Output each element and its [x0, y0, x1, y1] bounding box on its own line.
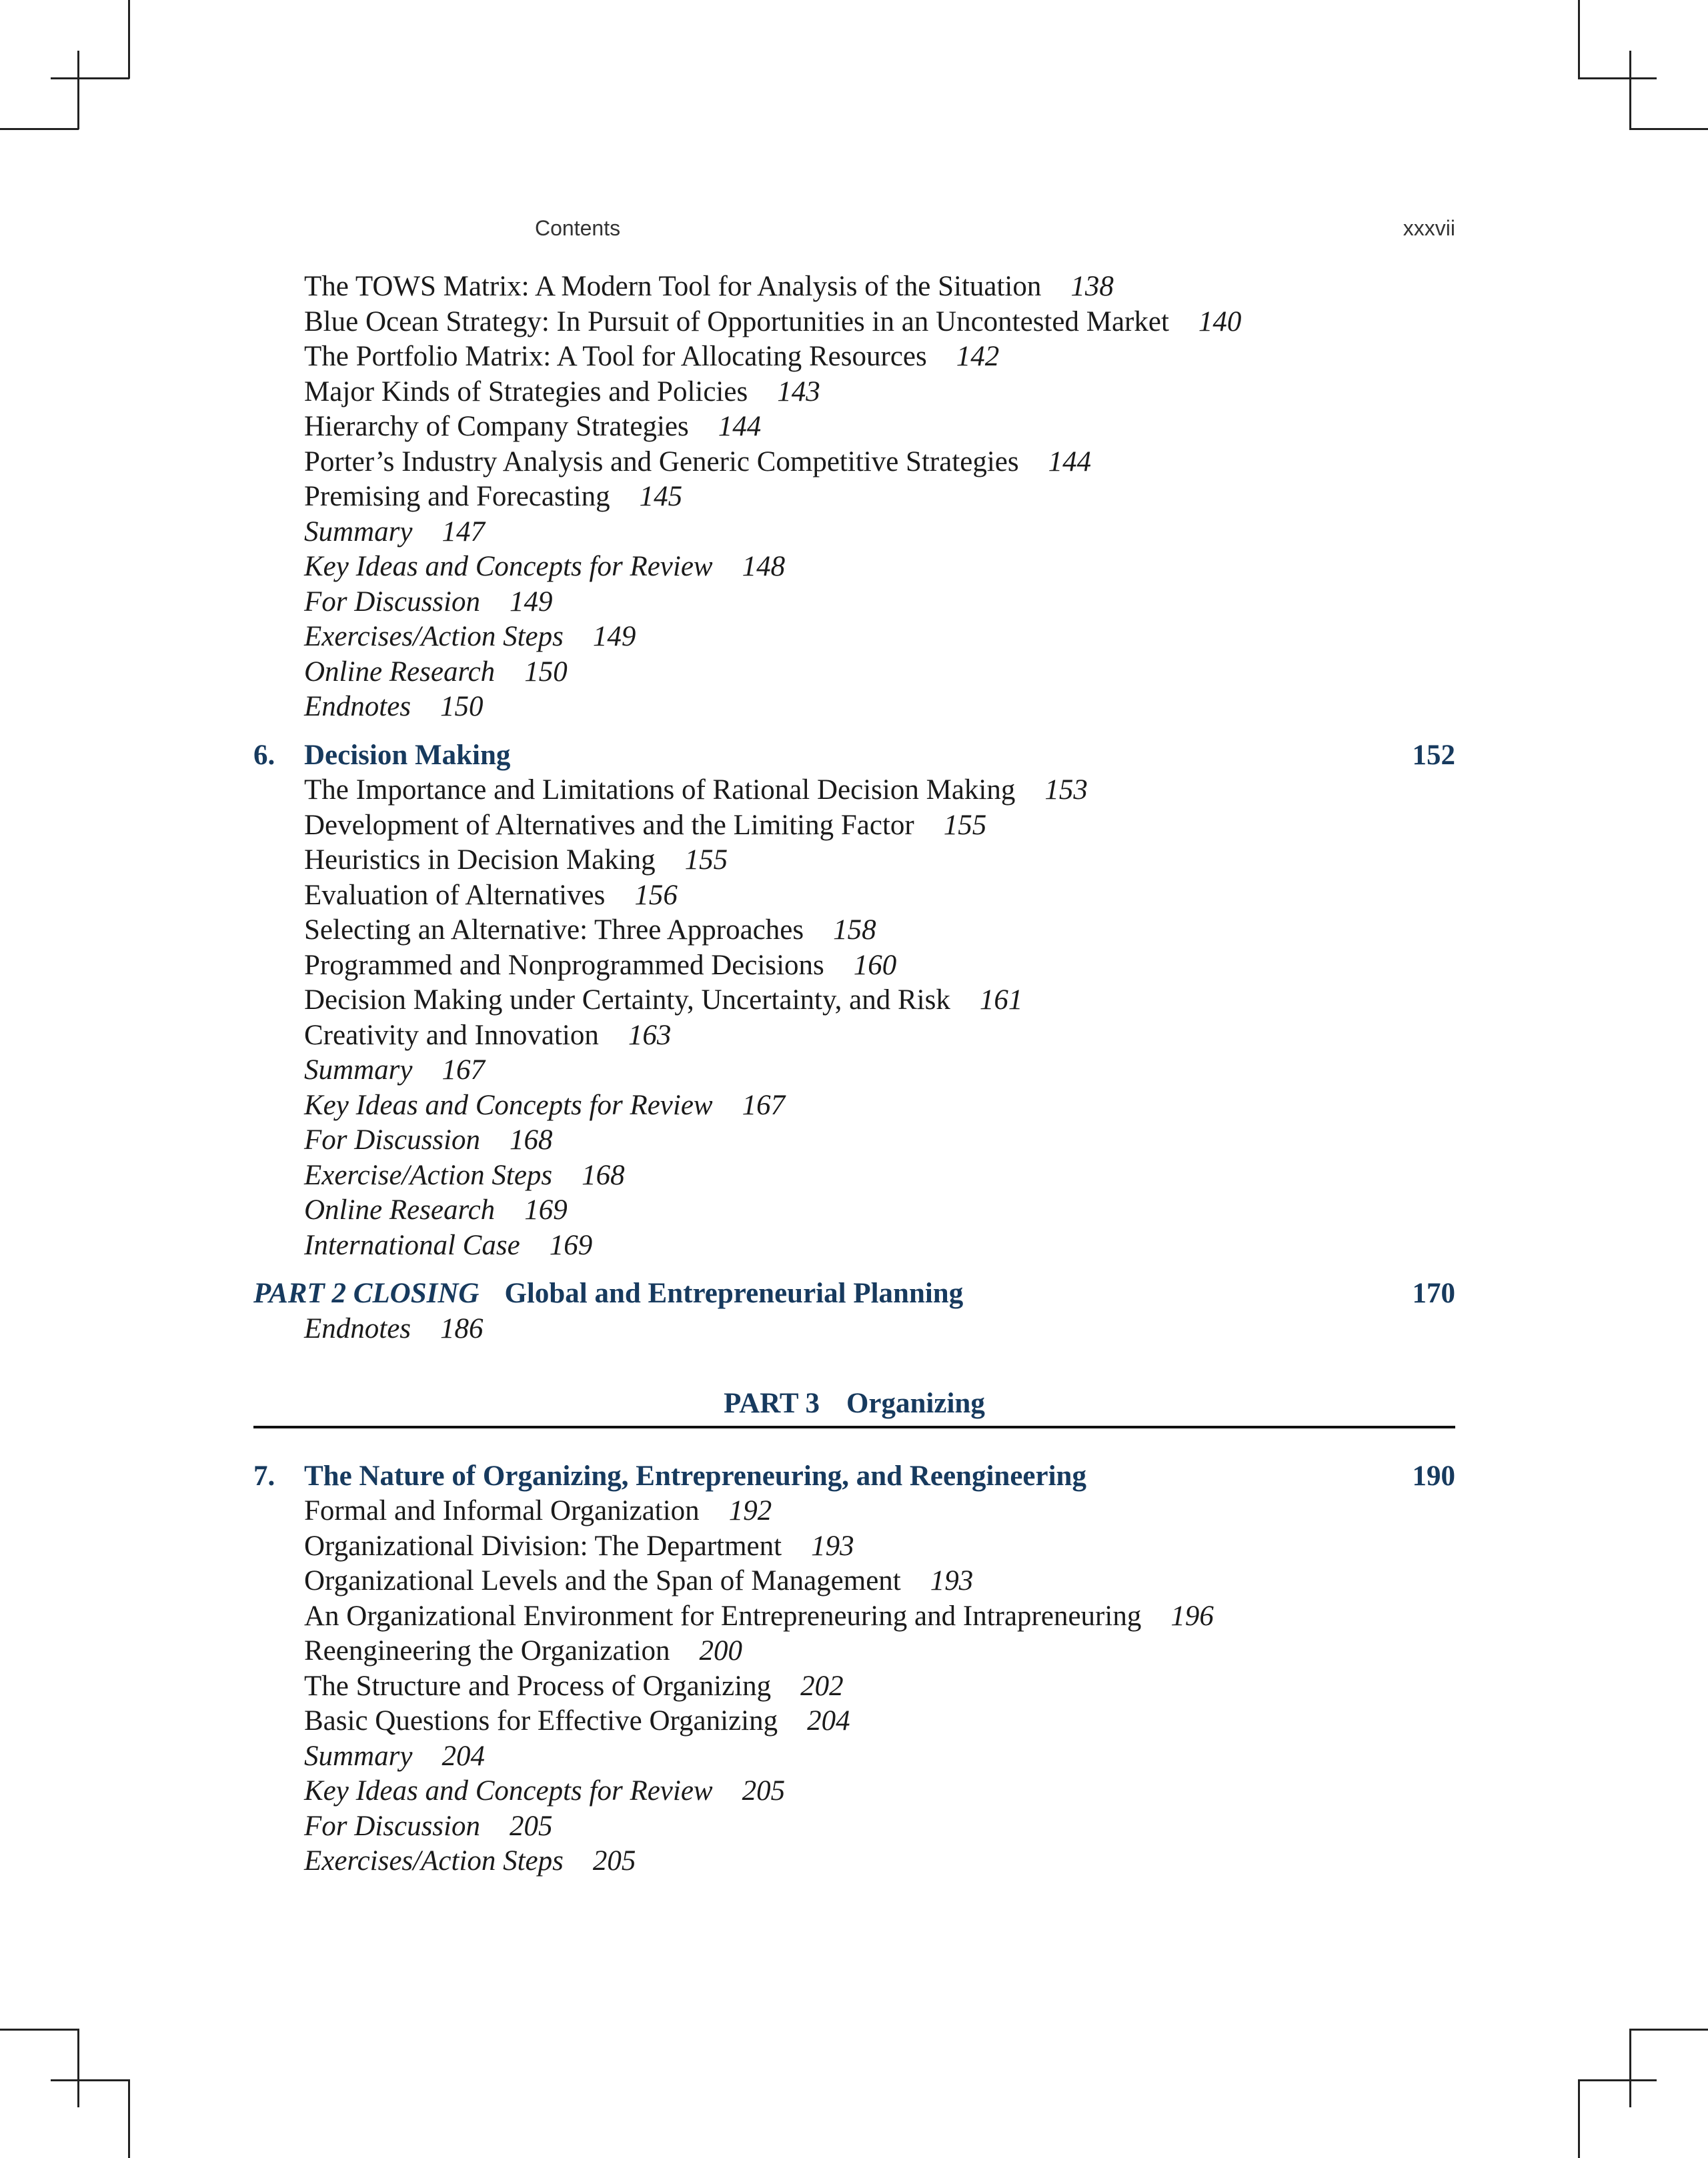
- entry-page: 167: [742, 1089, 786, 1121]
- closing-page: 170: [1412, 1278, 1455, 1309]
- entry-page: 204: [807, 1705, 850, 1737]
- entry-title: Online Research: [304, 1194, 496, 1226]
- entry-page: 149: [509, 586, 553, 618]
- toc-entry[interactable]: [253, 409, 1455, 445]
- entry-page: 153: [1044, 774, 1088, 806]
- entry-page: 142: [956, 341, 1000, 372]
- toc-entry[interactable]: [253, 515, 1455, 550]
- entry-title: Development of Alternatives and the Limiting Factor: [304, 809, 914, 841]
- entry-title: Creativity and Innovation: [304, 1019, 599, 1051]
- toc-entry[interactable]: [253, 843, 1455, 878]
- toc-entry[interactable]: [253, 690, 1455, 725]
- entry-title: An Organizational Environment for Entrepreneuring and Intrapreneuring: [304, 1600, 1142, 1632]
- entry-title: Key Ideas and Concepts for Review: [304, 1089, 713, 1121]
- entry-page: 143: [777, 375, 820, 407]
- entry-page: 138: [1070, 271, 1114, 302]
- entry-page: 148: [742, 551, 786, 582]
- entry-title: International Case: [304, 1229, 520, 1261]
- entry-page: 205: [592, 1845, 636, 1877]
- toc-entry[interactable]: [253, 773, 1455, 808]
- toc-entry[interactable]: [253, 479, 1455, 515]
- toc-entry[interactable]: [253, 620, 1455, 655]
- toc-entry[interactable]: [253, 948, 1455, 984]
- entry-title: Summary: [304, 1740, 413, 1772]
- entry-title: The TOWS Matrix: A Modern Tool for Analysis of the Situation: [304, 271, 1042, 302]
- chapter-page: 152: [1412, 739, 1455, 771]
- toc-entry[interactable]: [253, 1564, 1455, 1599]
- entry-page: 202: [800, 1670, 844, 1702]
- entry-title: Exercises/Action Steps: [304, 621, 564, 652]
- chapter-6-heading[interactable]: [253, 738, 1455, 774]
- toc-entry[interactable]: [253, 1599, 1455, 1635]
- entry-title: Summary: [304, 515, 413, 548]
- toc-entry[interactable]: [253, 1774, 1455, 1809]
- entry-title: Hierarchy of Company Strategies: [304, 411, 689, 442]
- entry-title: For Discussion: [304, 586, 480, 618]
- entry-title: For Discussion: [304, 1810, 480, 1842]
- entry-title: Decision Making under Certainty, Uncertainty, and Risk: [304, 984, 950, 1016]
- toc-entry[interactable]: [253, 1088, 1455, 1124]
- toc-entry[interactable]: [253, 1669, 1455, 1705]
- entry-page: 205: [742, 1775, 786, 1807]
- toc-entry[interactable]: [253, 305, 1455, 340]
- toc-entry[interactable]: [253, 913, 1455, 948]
- toc-entry[interactable]: [253, 1193, 1455, 1228]
- part-2-closing-heading[interactable]: [253, 1276, 1455, 1312]
- entry-page: 193: [811, 1530, 854, 1562]
- toc-entry[interactable]: [253, 1312, 1455, 1347]
- entry-title: Exercises/Action Steps: [304, 1845, 564, 1877]
- entry-title: The Portfolio Matrix: A Tool for Allocating Resources: [304, 341, 927, 372]
- entry-page: 140: [1198, 305, 1242, 337]
- entry-title: Blue Ocean Strategy: In Pursuit of Opportunities in an Uncontested Market: [304, 305, 1169, 337]
- entry-page: 192: [728, 1495, 772, 1526]
- closing-title: Global and Entrepreneurial Planning: [504, 1278, 964, 1309]
- chapter-title: The Nature of Organizing, Entrepreneuring, and Reengineering: [304, 1460, 1086, 1492]
- entry-page: 144: [1048, 445, 1092, 477]
- entry-page: 204: [442, 1740, 485, 1772]
- entry-title: Selecting an Alternative: Three Approaches: [304, 914, 804, 946]
- chapter-page: 190: [1412, 1460, 1455, 1492]
- part-name: Organizing: [846, 1388, 985, 1419]
- entry-page: 186: [440, 1312, 484, 1344]
- part-label: PART 3: [724, 1388, 820, 1419]
- running-head-title: Contents: [535, 216, 621, 240]
- toc-entry[interactable]: [253, 1053, 1455, 1088]
- part-2-closing-entry-list: [253, 1312, 1455, 1347]
- toc-entry[interactable]: [253, 1123, 1455, 1158]
- entry-page: 156: [634, 879, 678, 911]
- toc-entry[interactable]: [253, 1704, 1455, 1739]
- entry-title: Online Research: [304, 656, 496, 688]
- toc-entry[interactable]: [253, 1634, 1455, 1669]
- entry-title: Organizational Division: The Department: [304, 1530, 782, 1562]
- toc-entry[interactable]: [253, 808, 1455, 844]
- entry-page: 168: [509, 1124, 553, 1156]
- entry-page: 169: [524, 1194, 568, 1226]
- entry-title: Porter’s Industry Analysis and Generic Competitive Strategies: [304, 445, 1019, 477]
- toc-entry[interactable]: [253, 1529, 1455, 1564]
- toc-entry[interactable]: [253, 1844, 1455, 1879]
- entry-page: 145: [639, 481, 683, 512]
- toc-entry[interactable]: [253, 269, 1455, 305]
- entry-page: 168: [582, 1159, 625, 1191]
- entry-title: Premising and Forecasting: [304, 481, 610, 512]
- entry-title: Summary: [304, 1054, 413, 1086]
- entry-title: The Structure and Process of Organizing: [304, 1670, 772, 1702]
- toc-entry[interactable]: [253, 878, 1455, 914]
- toc-entry[interactable]: [253, 983, 1455, 1018]
- toc-entry[interactable]: [253, 445, 1455, 480]
- closing-label: PART 2 CLOSING: [253, 1278, 480, 1309]
- chapter-title: Decision Making: [304, 739, 511, 771]
- part-3-heading: [253, 1386, 1455, 1428]
- entry-title: Major Kinds of Strategies and Policies: [304, 375, 748, 407]
- entry-title: Organizational Levels and the Span of Management: [304, 1565, 901, 1596]
- toc-entry[interactable]: [253, 1809, 1455, 1845]
- entry-title: Key Ideas and Concepts for Review: [304, 1775, 713, 1807]
- toc-entry[interactable]: [253, 375, 1455, 410]
- entry-page: 161: [979, 984, 1023, 1016]
- chapter-6-entry-list: [253, 773, 1455, 1263]
- entry-page: 144: [718, 411, 762, 442]
- toc-entry[interactable]: [253, 550, 1455, 585]
- entry-title: Basic Questions for Effective Organizing: [304, 1705, 778, 1737]
- chapter-7-entry-list: [253, 1494, 1455, 1879]
- entry-title: Exercise/Action Steps: [304, 1159, 553, 1191]
- table-of-contents: [253, 269, 1455, 1879]
- entry-page: 200: [699, 1635, 742, 1667]
- entry-page: 150: [524, 656, 568, 688]
- entry-page: 196: [1170, 1600, 1214, 1632]
- entry-page: 167: [442, 1054, 485, 1086]
- entry-title: Heuristics in Decision Making: [304, 844, 656, 876]
- toc-entry[interactable]: [253, 655, 1455, 690]
- entry-page: 150: [440, 691, 484, 722]
- entry-title: For Discussion: [304, 1124, 480, 1156]
- entry-title: Key Ideas and Concepts for Review: [304, 551, 713, 582]
- entry-title: Endnotes: [304, 691, 411, 722]
- entry-page: 169: [549, 1229, 593, 1261]
- page-folio: xxxvii: [1403, 216, 1455, 240]
- entry-page: 160: [853, 949, 897, 981]
- toc-entry[interactable]: [253, 339, 1455, 375]
- entry-title: Endnotes: [304, 1312, 411, 1344]
- chapter-7-heading[interactable]: [253, 1459, 1455, 1494]
- entry-page: 158: [833, 914, 876, 946]
- entry-title: The Importance and Limitations of Rational Decision Making: [304, 774, 1016, 806]
- toc-entry[interactable]: [253, 1018, 1455, 1054]
- entry-page: 149: [592, 621, 636, 652]
- toc-entry[interactable]: [253, 1158, 1455, 1194]
- entry-title: Evaluation of Alternatives: [304, 879, 606, 911]
- toc-entry[interactable]: [253, 1494, 1455, 1529]
- entry-page: 155: [943, 809, 987, 841]
- entry-page: 155: [684, 844, 728, 876]
- toc-entry[interactable]: [253, 585, 1455, 620]
- entry-page: 147: [442, 515, 485, 548]
- running-head: [535, 216, 1455, 245]
- entry-title: Programmed and Nonprogrammed Decisions: [304, 949, 824, 981]
- chapter-number: 6.: [253, 739, 275, 771]
- chapter-number: 7.: [253, 1460, 275, 1492]
- entry-page: 205: [509, 1810, 553, 1842]
- entry-page: 193: [930, 1565, 974, 1596]
- entry-title: Reengineering the Organization: [304, 1635, 670, 1667]
- entry-title: Formal and Informal Organization: [304, 1495, 700, 1526]
- entry-page: 163: [628, 1019, 672, 1051]
- carryover-entry-list: [253, 269, 1455, 725]
- toc-entry[interactable]: [253, 1739, 1455, 1775]
- toc-entry[interactable]: [253, 1228, 1455, 1264]
